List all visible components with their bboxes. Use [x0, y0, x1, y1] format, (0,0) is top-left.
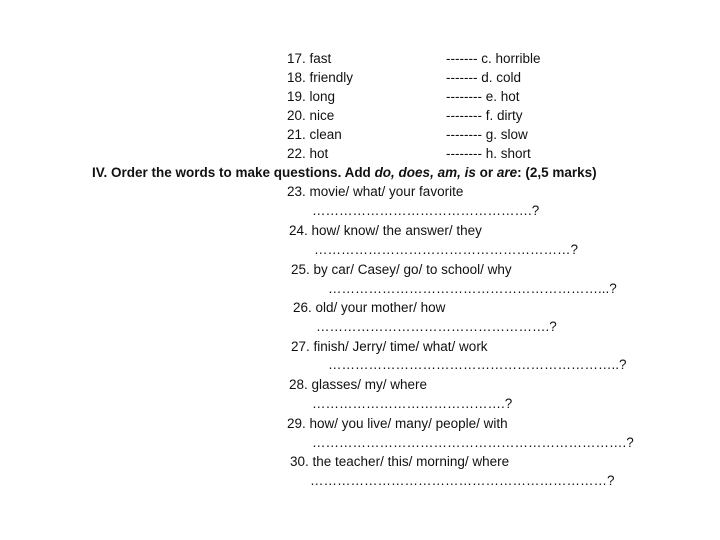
question-30-prompt: 30. the teacher/ this/ morning/ where — [290, 454, 510, 469]
question-24-prompt: 24. how/ know/ the answer/ they — [289, 223, 482, 238]
question-23-prompt: 23. movie/ what/ your favorite — [287, 184, 464, 199]
section-heading — [92, 164, 597, 182]
question-24-answer-blank: …………………………………………………? — [314, 242, 579, 257]
question-25-prompt: 25. by car/ Casey/ go/ to school/ why — [291, 262, 512, 277]
match-left-17: 17. fast — [287, 51, 332, 66]
section-heading-suffix: : (2,5 marks) — [517, 165, 597, 180]
match-left-22: 22. hot — [287, 146, 329, 161]
match-left-20: 20. nice — [287, 108, 335, 123]
question-28-prompt: 28. glasses/ my/ where — [289, 377, 428, 392]
section-heading-prefix: IV. Order the words to make questions. Add — [92, 165, 375, 180]
question-27-prompt: 27. finish/ Jerry/ time/ what/ work — [291, 339, 488, 354]
match-right-f: -------- f. dirty — [446, 108, 523, 123]
match-right-c: ------- c. horrible — [446, 51, 541, 66]
section-heading-italic2: are — [496, 165, 518, 180]
match-right-d: ------- d. cold — [446, 70, 521, 85]
question-28-answer-blank: …………………………………….? — [312, 396, 513, 411]
match-left-19: 19. long — [287, 89, 336, 104]
match-right-g: -------- g. slow — [446, 127, 528, 142]
match-left-21: 21. clean — [287, 127, 342, 142]
match-right-h: -------- h. short — [446, 146, 531, 161]
section-heading-italic: do, does, am, is — [374, 165, 476, 180]
match-right-e: -------- e. hot — [446, 89, 520, 104]
question-25-answer-blank: ……………………………………………………...? — [328, 281, 617, 296]
question-23-answer-blank: ………………………………………….? — [312, 203, 540, 218]
question-29-prompt: 29. how/ you live/ many/ people/ with — [287, 416, 508, 431]
match-left-18: 18. friendly — [287, 70, 354, 85]
question-29-answer-blank: …………………………………………………………….? — [312, 435, 634, 450]
question-26-prompt: 26. old/ your mother/ how — [293, 300, 446, 315]
question-30-answer-blank: …………………………………………………………? — [310, 473, 615, 488]
section-heading-mid: or — [475, 165, 497, 180]
question-26-answer-blank: …………………………………………….? — [316, 319, 557, 334]
question-27-answer-blank: ………………………………………………………..? — [328, 357, 627, 372]
